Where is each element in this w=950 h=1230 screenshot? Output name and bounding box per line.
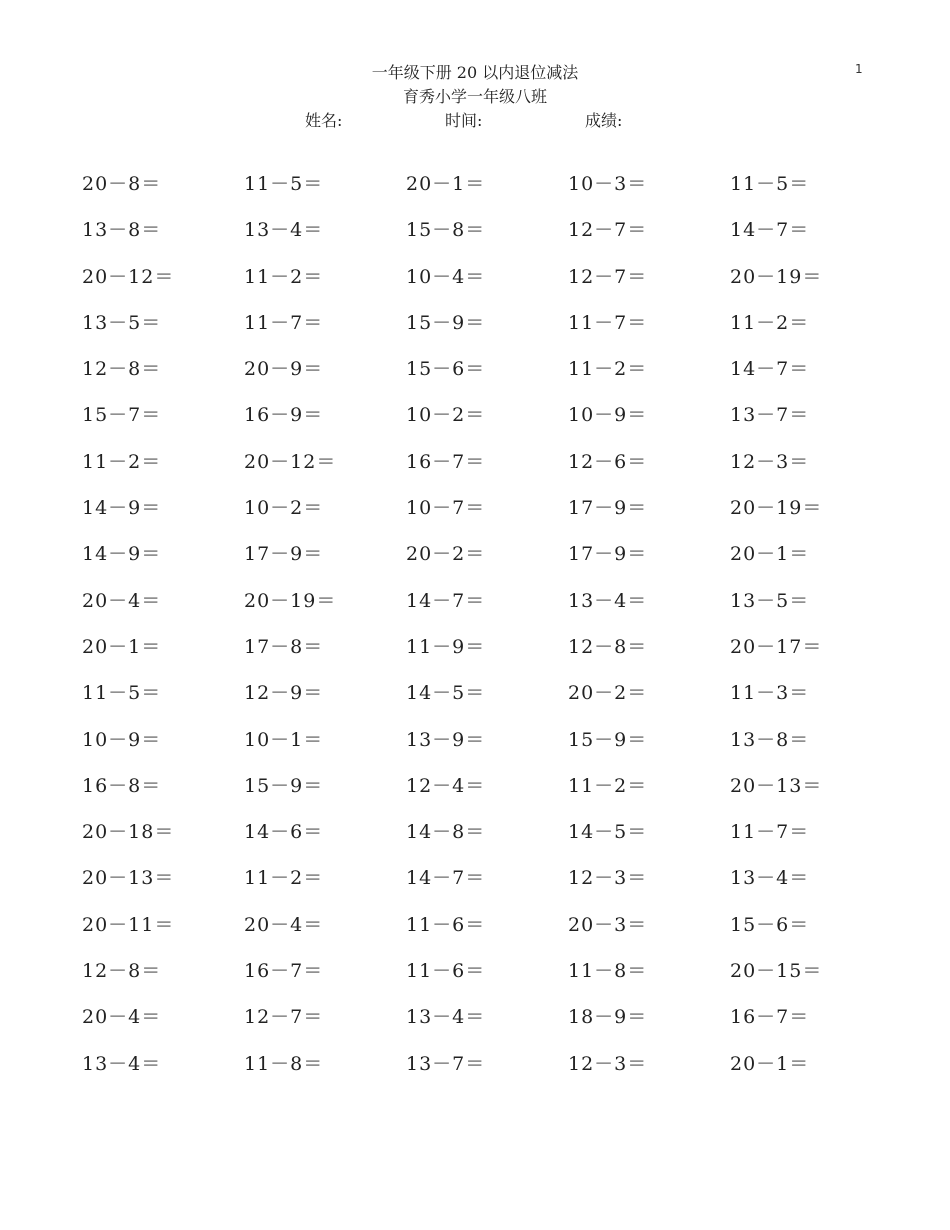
problem-row	[82, 216, 902, 262]
subtraction-problem: 11－3＝	[730, 682, 810, 705]
subtraction-problem: 11－2＝	[244, 265, 324, 288]
subtraction-problem: 14－7＝	[406, 867, 486, 890]
subtraction-problem: 20－4＝	[82, 1006, 162, 1029]
problem-row	[82, 818, 902, 864]
subtraction-problem: 13－4＝	[730, 867, 810, 890]
subtraction-problem: 13－4＝	[568, 589, 648, 612]
subtraction-problem: 15－7＝	[82, 404, 162, 427]
subtraction-problem: 20－19＝	[730, 497, 823, 520]
subtraction-problem: 13－5＝	[82, 311, 162, 334]
subtraction-problem: 11－2＝	[568, 774, 648, 797]
subtraction-problem: 11－2＝	[244, 867, 324, 890]
subtraction-problem: 15－9＝	[406, 311, 486, 334]
subtraction-problem: 14－6＝	[244, 821, 324, 844]
subtraction-problem: 11－8＝	[568, 960, 648, 983]
problem-grid	[82, 170, 902, 1096]
subtraction-problem: 12－8＝	[568, 635, 648, 658]
subtraction-problem: 13－8＝	[730, 728, 810, 751]
subtraction-problem: 17－8＝	[244, 635, 324, 658]
time-field-label: 时间:	[445, 111, 483, 130]
problem-row	[82, 957, 902, 1003]
problem-row	[82, 772, 902, 818]
subtraction-problem: 14－9＝	[82, 497, 162, 520]
problem-row	[82, 864, 902, 910]
subtraction-problem: 20－1＝	[406, 173, 486, 195]
subtraction-problem: 17－9＝	[568, 497, 648, 520]
problem-row	[82, 679, 902, 725]
problem-row	[82, 1050, 902, 1096]
subtraction-problem: 20－1＝	[82, 635, 162, 658]
subtraction-problem: 17－9＝	[244, 543, 324, 566]
subtraction-problem: 15－8＝	[406, 219, 486, 242]
subtraction-problem: 20－17＝	[730, 635, 823, 658]
subtraction-problem: 20－15＝	[730, 960, 823, 983]
subtraction-problem: 20－2＝	[406, 543, 486, 566]
subtraction-problem: 10－9＝	[82, 728, 162, 751]
subtraction-problem: 12－8＝	[82, 960, 162, 983]
subtraction-problem: 11－5＝	[82, 682, 162, 705]
subtraction-problem: 20－4＝	[82, 589, 162, 612]
subtraction-problem: 20－19＝	[244, 589, 337, 612]
subtraction-problem: 13－4＝	[406, 1006, 486, 1029]
subtraction-problem: 11－7＝	[568, 311, 648, 334]
subtraction-problem: 11－5＝	[730, 173, 810, 195]
subtraction-problem: 14－7＝	[730, 358, 810, 381]
subtraction-problem: 12－3＝	[568, 1052, 648, 1075]
subtraction-problem: 12－7＝	[568, 265, 648, 288]
subtraction-problem: 10－4＝	[406, 265, 486, 288]
problem-row	[82, 911, 902, 957]
subtraction-problem: 20－8＝	[82, 173, 162, 195]
subtraction-problem: 10－1＝	[244, 728, 324, 751]
subtraction-problem: 16－7＝	[730, 1006, 810, 1029]
subtraction-problem: 13－9＝	[406, 728, 486, 751]
subtraction-problem: 18－9＝	[568, 1006, 648, 1029]
name-field-label: 姓名:	[305, 111, 343, 130]
subtraction-problem: 12－3＝	[568, 867, 648, 890]
subtraction-problem: 20－12＝	[244, 450, 337, 473]
subtraction-problem: 11－7＝	[730, 821, 810, 844]
subtraction-problem: 14－5＝	[406, 682, 486, 705]
subtraction-problem: 20－19＝	[730, 265, 823, 288]
subtraction-problem: 14－7＝	[730, 219, 810, 242]
subtraction-problem: 12－7＝	[568, 219, 648, 242]
problem-row	[82, 309, 902, 355]
subtraction-problem: 14－9＝	[82, 543, 162, 566]
subtraction-problem: 11－5＝	[244, 173, 324, 195]
subtraction-problem: 11－2＝	[568, 358, 648, 381]
subtraction-problem: 11－8＝	[244, 1052, 324, 1075]
subtraction-problem: 20－12＝	[82, 265, 175, 288]
problem-row	[82, 263, 902, 309]
subtraction-problem: 15－9＝	[568, 728, 648, 751]
worksheet-title: 一年级下册 20 以内退位减法	[371, 63, 579, 82]
score-field-label: 成绩:	[585, 111, 623, 130]
subtraction-problem: 11－9＝	[406, 635, 486, 658]
problem-row	[82, 448, 902, 494]
subtraction-problem: 20－1＝	[730, 1052, 810, 1075]
subtraction-problem: 16－8＝	[82, 774, 162, 797]
problem-row	[82, 633, 902, 679]
subtraction-problem: 10－2＝	[244, 497, 324, 520]
subtraction-problem: 12－9＝	[244, 682, 324, 705]
subtraction-problem: 14－8＝	[406, 821, 486, 844]
problem-row	[82, 1003, 902, 1049]
problem-row	[82, 587, 902, 633]
subtraction-problem: 16－7＝	[406, 450, 486, 473]
class-subtitle: 育秀小学一年级八班	[402, 87, 547, 106]
subtraction-problem: 20－18＝	[82, 821, 175, 844]
subtraction-problem: 11－2＝	[82, 450, 162, 473]
subtraction-problem: 15－6＝	[406, 358, 486, 381]
subtraction-problem: 13－4＝	[244, 219, 324, 242]
problem-row	[82, 401, 902, 447]
subtraction-problem: 15－6＝	[730, 913, 810, 936]
subtraction-problem: 11－6＝	[406, 913, 486, 936]
subtraction-problem: 11－2＝	[730, 311, 810, 334]
subtraction-problem: 10－2＝	[406, 404, 486, 427]
subtraction-problem: 10－7＝	[406, 497, 486, 520]
subtraction-problem: 20－9＝	[244, 358, 324, 381]
subtraction-problem: 20－3＝	[568, 913, 648, 936]
subtraction-problem: 13－8＝	[82, 219, 162, 242]
problem-row	[82, 494, 902, 540]
subtraction-problem: 12－7＝	[244, 1006, 324, 1029]
subtraction-problem: 20－1＝	[730, 543, 810, 566]
subtraction-problem: 12－6＝	[568, 450, 648, 473]
subtraction-problem: 14－5＝	[568, 821, 648, 844]
subtraction-problem: 15－9＝	[244, 774, 324, 797]
subtraction-problem: 16－7＝	[244, 960, 324, 983]
problem-row	[82, 540, 902, 586]
subtraction-problem: 12－3＝	[730, 450, 810, 473]
subtraction-problem: 12－4＝	[406, 774, 486, 797]
subtraction-problem: 20－13＝	[82, 867, 175, 890]
problem-row	[82, 355, 902, 401]
subtraction-problem: 13－4＝	[82, 1052, 162, 1075]
subtraction-problem: 16－9＝	[244, 404, 324, 427]
subtraction-problem: 12－8＝	[82, 358, 162, 381]
subtraction-problem: 10－9＝	[568, 404, 648, 427]
subtraction-problem: 10－3＝	[568, 173, 648, 195]
subtraction-problem: 13－5＝	[730, 589, 810, 612]
problem-row	[82, 170, 902, 216]
subtraction-problem: 20－2＝	[568, 682, 648, 705]
subtraction-problem: 11－6＝	[406, 960, 486, 983]
page-number: 1	[855, 62, 863, 76]
subtraction-problem: 13－7＝	[406, 1052, 486, 1075]
subtraction-problem: 20－11＝	[82, 913, 175, 936]
subtraction-problem: 14－7＝	[406, 589, 486, 612]
subtraction-problem: 20－13＝	[730, 774, 823, 797]
subtraction-problem: 17－9＝	[568, 543, 648, 566]
subtraction-problem: 13－7＝	[730, 404, 810, 427]
student-info-row	[0, 110, 950, 132]
subtraction-problem: 20－4＝	[244, 913, 324, 936]
subtraction-problem: 11－7＝	[244, 311, 324, 334]
problem-row	[82, 726, 902, 772]
